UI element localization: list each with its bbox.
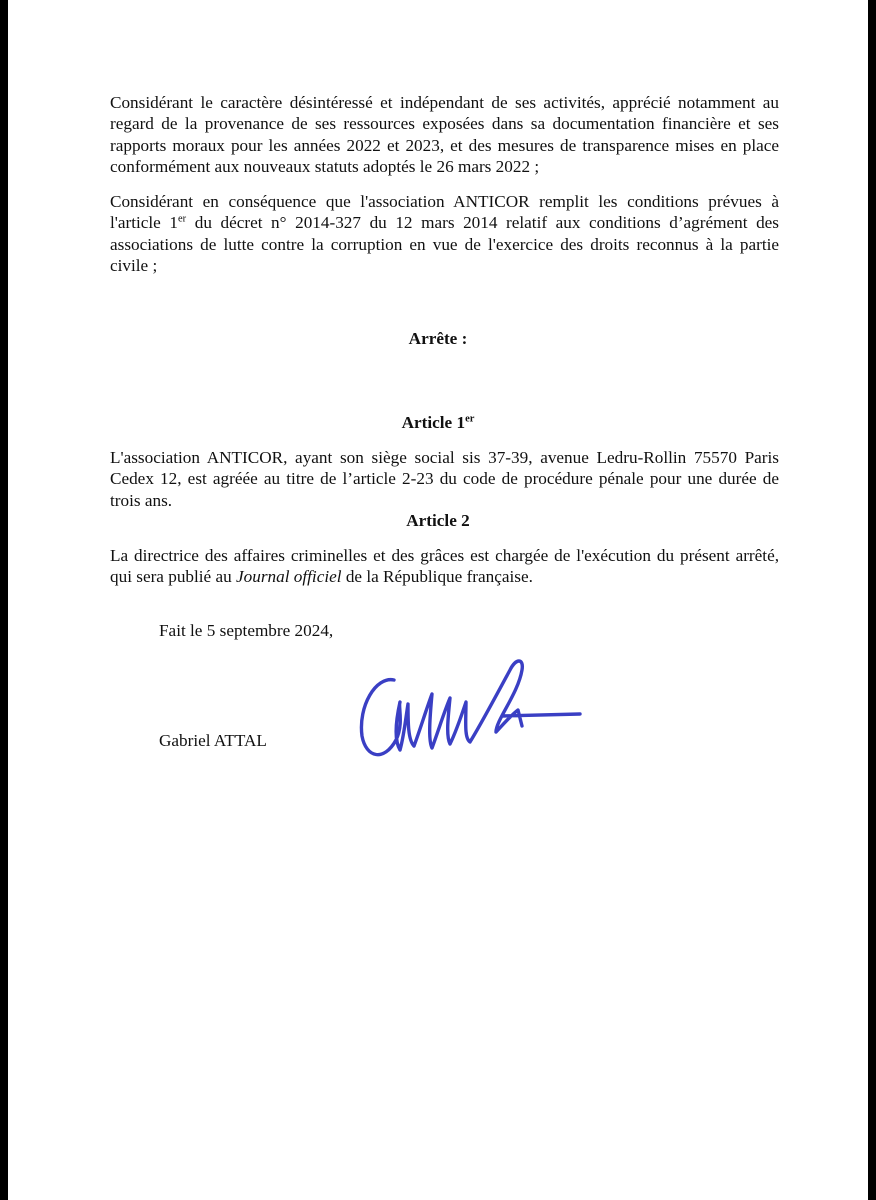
article-2-body — [110, 545, 779, 588]
date-line: Fait le 5 septembre 2024, — [159, 621, 334, 640]
article-2-heading: Article 2 — [406, 511, 470, 530]
article-2-body-text-b: de la République française. — [341, 567, 533, 587]
document-page — [8, 0, 868, 1200]
article-1-heading — [8, 412, 868, 433]
considerant-paragraph-2-text-a: Considérant en conséquence que l'association ANTICOR remplit les conditions prévues à l'article 1 — [110, 192, 779, 233]
considerant-paragraph-2 — [110, 191, 779, 277]
journal-officiel-italic: Journal officiel — [236, 567, 342, 587]
signatory-name: Gabriel ATTAL — [159, 731, 267, 750]
considerant-paragraph-2-sup: er — [177, 213, 187, 225]
article-1-heading-sup: er — [465, 413, 475, 425]
handwritten-signature — [346, 636, 586, 772]
arrete-heading: Arrête : — [408, 329, 468, 348]
article-2-body-text-a: La directrice des affaires criminelles et des grâces est chargée de l'exécution du présent arrêté, qui sera publié au — [110, 546, 779, 587]
considerant-paragraph-2-text-b: du décret n° 2014-327 du 12 mars 2014 relatif aux conditions d’agrément des associations de lutte contre la corruption en vue de l'exercice des droits reconnus à la partie civile ; — [110, 213, 779, 276]
article-1-heading-text: Article 1 — [401, 413, 466, 432]
article-1-body: L'association ANTICOR, ayant son siège social sis 37-39, avenue Ledru-Rollin 75570 Paris Cedex 12, est agréée au titre de l’article 2-23 du code de procédure pénale pour une durée de trois ans. — [110, 448, 779, 510]
considerant-paragraph-1: Considérant le caractère désintéressé et indépendant de ses activités, apprécié notamment au regard de la provenance de ses ressources exposées dans sa documentation financière et ses rapports moraux pour les années 2022 et 2023, et des mesures de transparence mises en place conformément aux nouveaux statuts adoptés le 26 mars 2022 ; — [110, 93, 779, 177]
